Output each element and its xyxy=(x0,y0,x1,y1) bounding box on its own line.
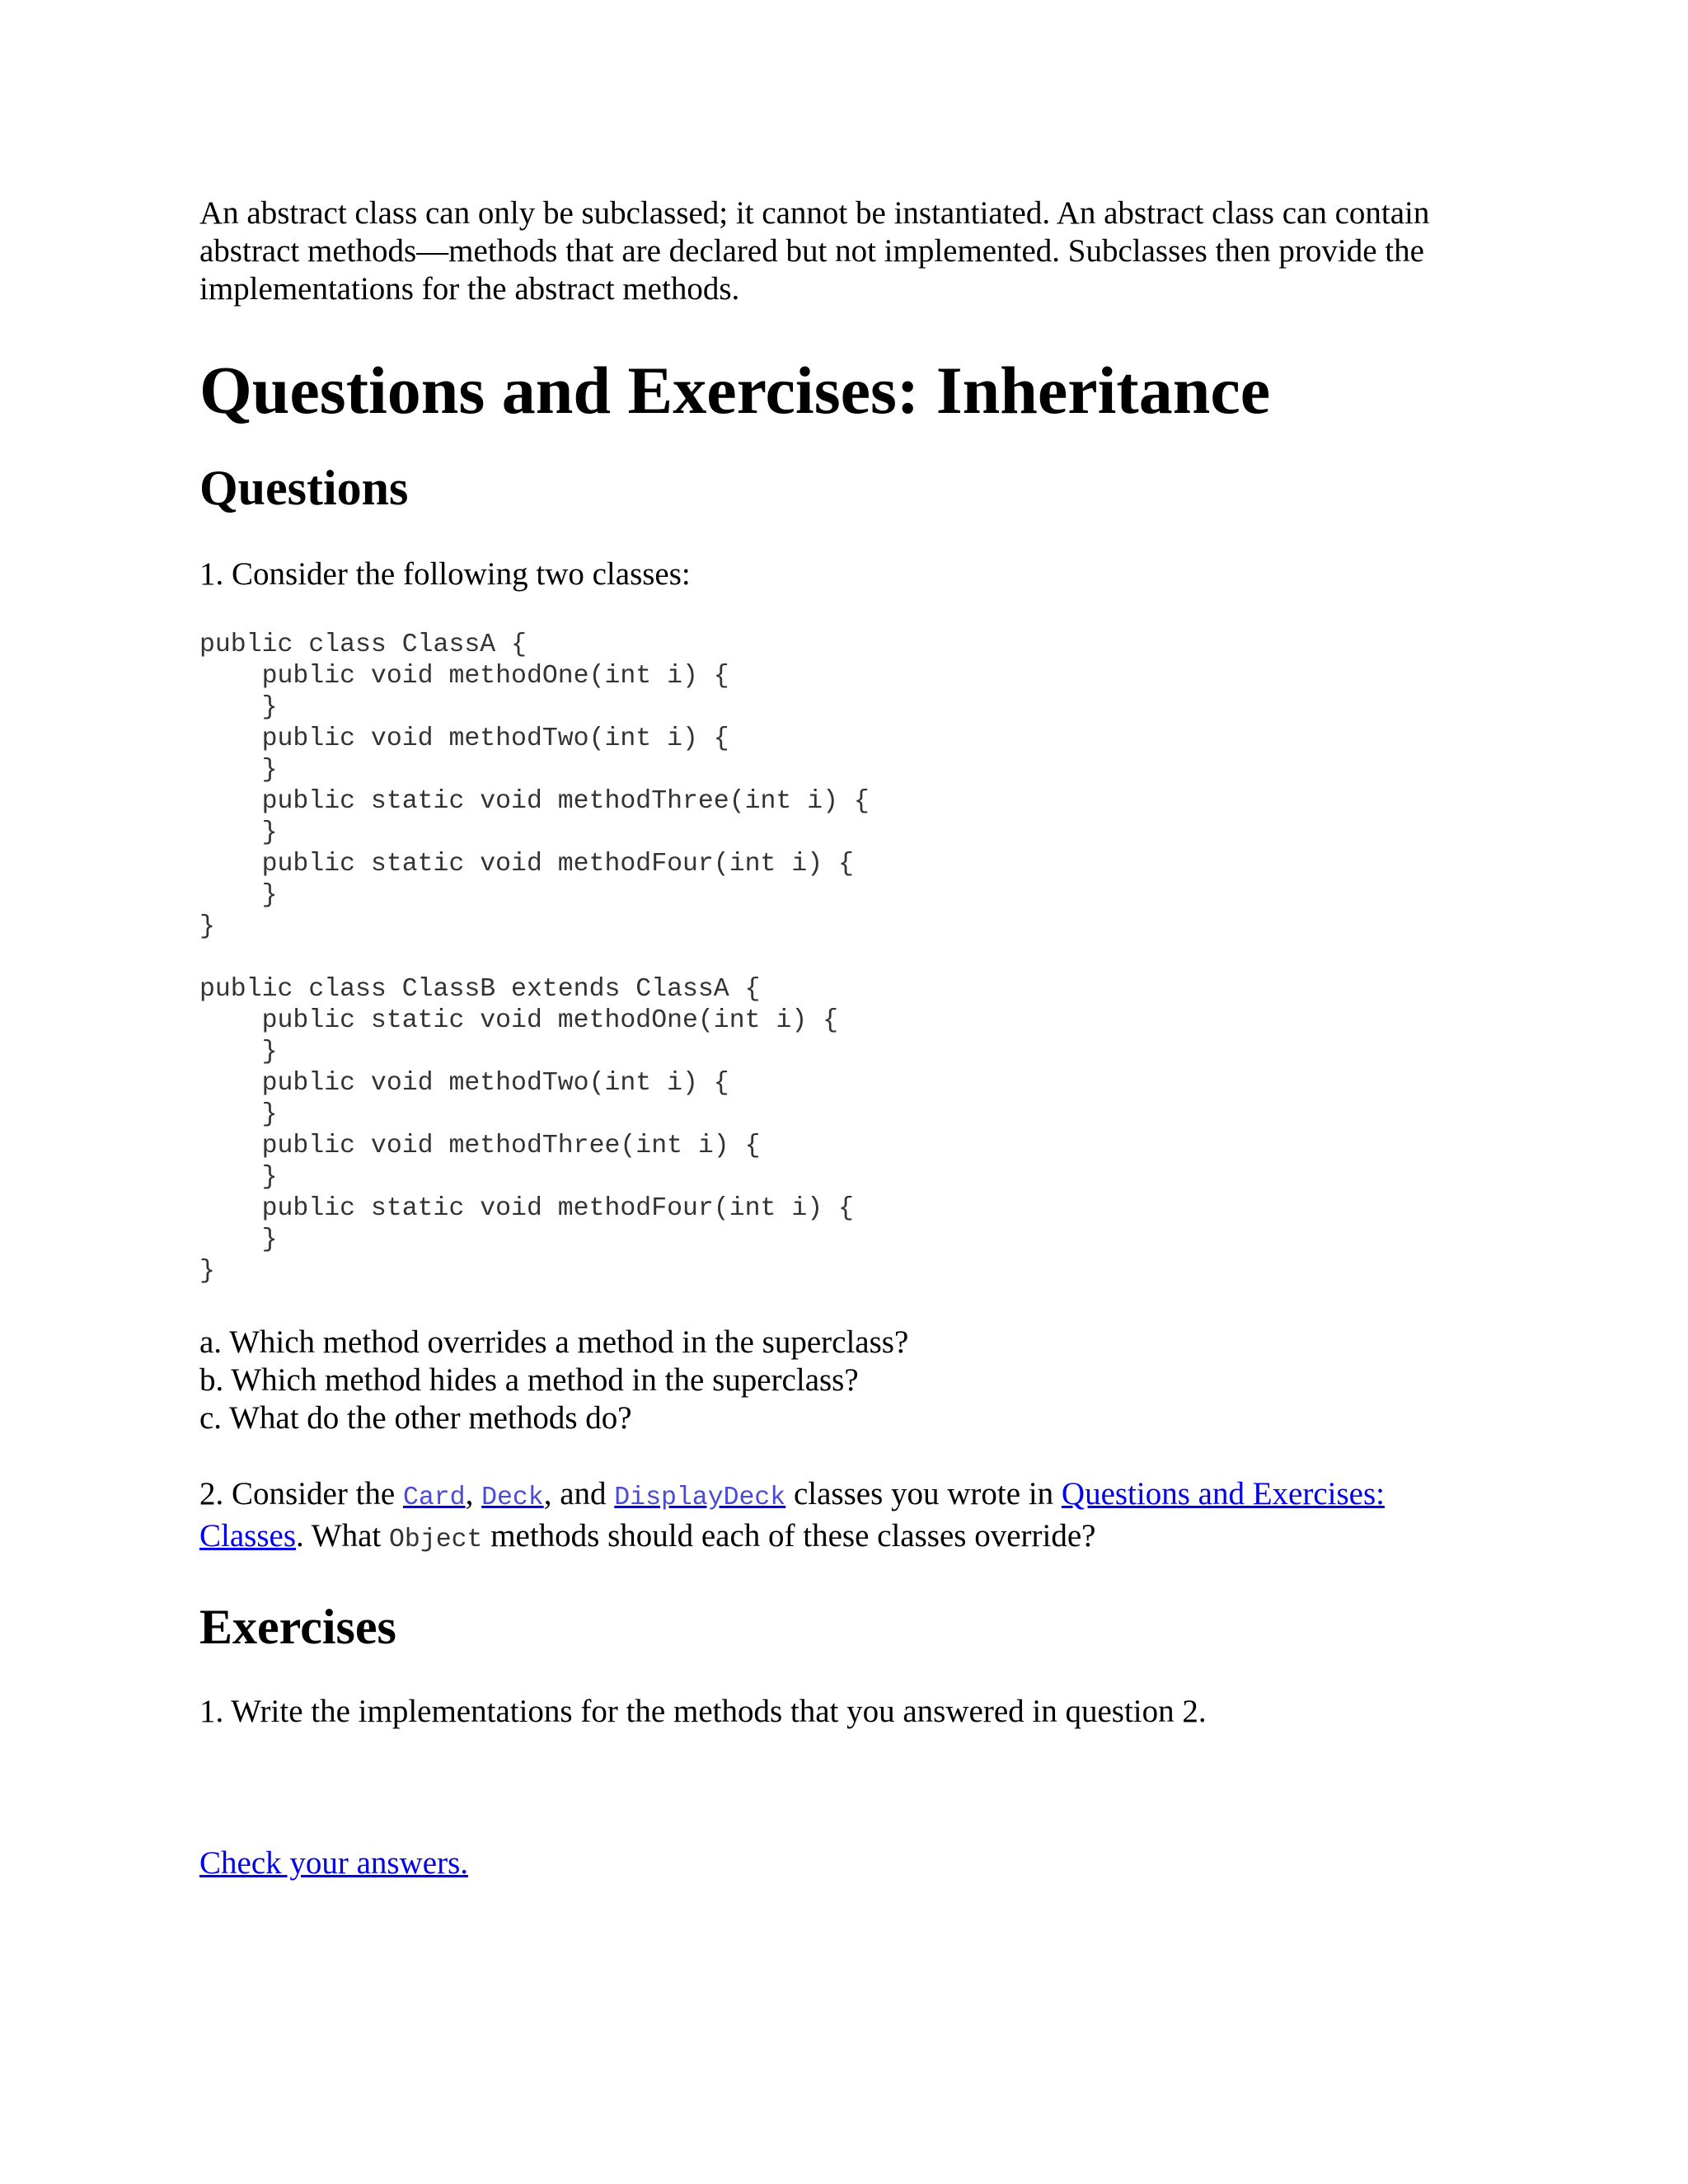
question-2-text xyxy=(199,1475,1485,1559)
deck-class-link[interactable]: Deck xyxy=(481,1483,544,1512)
page-title: Questions and Exercises: Inheritance xyxy=(199,353,1271,428)
object-class-code: Object xyxy=(389,1526,483,1554)
display-deck-class-link[interactable]: DisplayDeck xyxy=(614,1483,786,1512)
questions-heading: Questions xyxy=(199,461,409,515)
exercises-heading: Exercises xyxy=(199,1600,396,1654)
subquestion-b: b. Which method hides a method in the superclass? xyxy=(199,1362,859,1398)
document-page xyxy=(199,194,1485,1882)
intro-paragraph: An abstract class can only be subclassed; it cannot be instantiated. An abstract class can contain abstract methods—methods that are declared but not implemented. Subclasses then provide the implementations for the abstract methods. xyxy=(199,195,1430,307)
question-2-suffix: methods should each of these classes override? xyxy=(482,1518,1096,1554)
question-1-text: 1. Consider the following two classes: xyxy=(199,556,691,592)
check-answers-line xyxy=(199,1844,1485,1882)
exercise-1-text: 1. Write the implementations for the methods that you answered in question 2. xyxy=(199,1694,1207,1729)
question-1-subquestions xyxy=(199,1324,1485,1437)
question-2-mid: classes you wrote in xyxy=(785,1476,1062,1511)
code-class-b: public class ClassB extends ClassA { public static void methodOne(int i) { } public void methodTwo(int i) { } public void methodThree(int i) { } public static void methodFour(int i) { } } xyxy=(199,975,854,1286)
question-2-after-link: . What xyxy=(296,1518,390,1554)
subquestion-a: a. Which method overrides a method in the superclass? xyxy=(199,1324,909,1360)
classes-exercises-link[interactable]: Questions and Exercises: Classes xyxy=(199,1476,1385,1554)
card-class-link[interactable]: Card xyxy=(402,1483,466,1512)
subquestion-c: c. What do the other methods do? xyxy=(199,1400,632,1436)
question-2-prefix: 2. Consider the xyxy=(199,1476,403,1511)
question-2-sep1: , xyxy=(465,1476,482,1511)
check-answers-link[interactable]: Check your answers. xyxy=(199,1845,468,1881)
question-2-sep2: , and xyxy=(543,1476,615,1511)
code-class-a: public class ClassA { public void methodOne(int i) { } public void methodTwo(int i) { } public static void methodThree(int i) { } public static void methodFour(int i) { } } xyxy=(199,630,870,941)
